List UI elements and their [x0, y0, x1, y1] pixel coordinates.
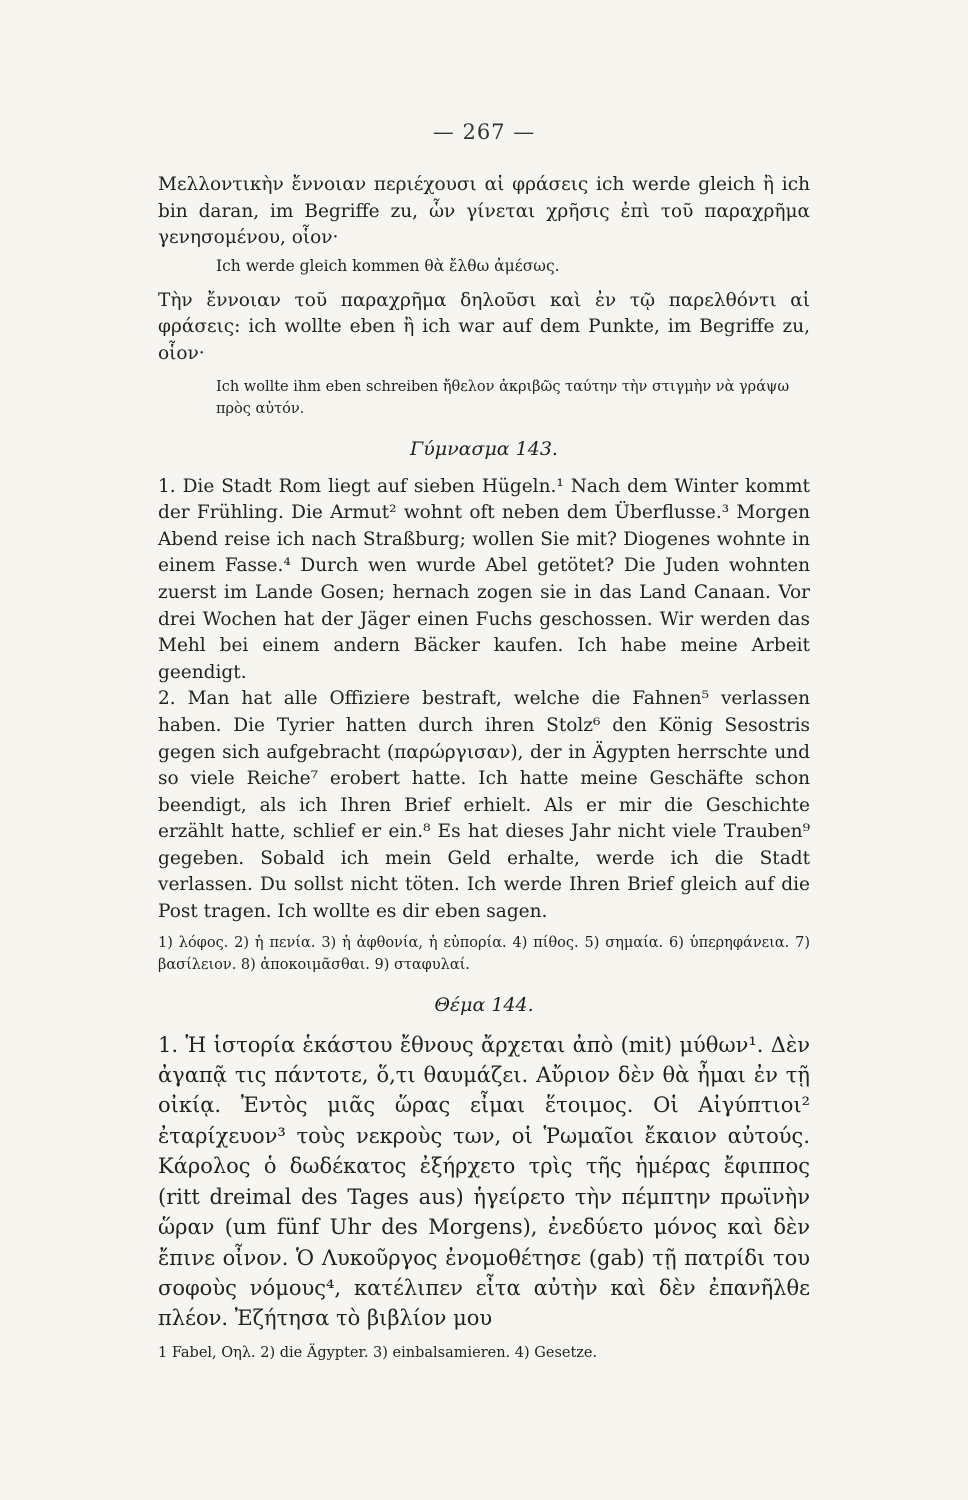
theme-144-footnotes: 1 Fabel, Οηλ. 2) die Ägypter. 3) einbalsamieren. 4) Gesetze.: [158, 1344, 598, 1361]
exercise-143: [158, 438, 810, 976]
exercise-143-heading: Γύμνασμα 143.: [410, 437, 558, 460]
intro-section: [158, 172, 810, 420]
exercise-143-paragraph-2: 2. Man hat alle Offiziere bestraft, welche die Fahnen⁵ verlassen haben. Die Tyrier hatten durch ihren Stolz⁶ den König Sesostris gegen sich aufgebracht (παρώργισαν), der in Ägypten herrschte und so viele Reiche⁷ erobert hatte. Ich hatte meine Geschäfte schon beendigt, als ich Ihren Brief erhielt. Als er mir die Geschichte erzählt hatte, schlief er ein.⁸ Es hat dieses Jahr nicht viele Trauben⁹ gegeben. Sobald ich mein Geld erhalte, werde ich die Stadt verlassen. Du sollst nicht töten. Ich werde Ihren Brief gleich auf die Post tragen. Ich wollte es dir eben sagen.: [158, 688, 810, 923]
exercise-143-paragraph-1: 1. Die Stadt Rom liegt auf sieben Hügeln.¹ Nach dem Winter kommt der Frühling. Die Armut² wohnt oft neben dem Überflusse.³ Morgen Abend reise ich nach Straßburg; wollen Sie mit? Diogenes wohnte in einem Fasse.⁴ Durch wen wurde Abel getötet? Die Juden wohnten zuerst im Lande Gosen; hernach zogen sie in das Land Canaan. Vor drei Wochen hat der Jäger einen Fuchs geschossen. Wir werden das Mehl bei einem andern Bäcker kaufen. Ich habe meine Arbeit geendigt.: [158, 475, 810, 683]
intro-paragraph-1: Μελλοντικὴν ἔννοιαν περιέχουσι αἱ φράσεις ich werde gleich ἢ ich bin daran, im Begriffe zu, ὧν γίνεται χρῆσις ἐπὶ τοῦ παραχρῆμα γενησομένου, οἷον·: [158, 174, 810, 249]
intro-example-2: Ich wollte ihm eben schreiben ἤθελον ἀκριβῶς ταύτην τὴν στιγμὴν νὰ γράψω πρὸς αὐτόν.: [216, 378, 790, 417]
intro-example-1: Ich werde gleich kommen θὰ ἔλθω ἀμέσως.: [216, 256, 560, 275]
exercise-143-footnotes: 1) λόφος. 2) ἡ πενία. 3) ἡ ἀφθονία, ἡ εὐπορία. 4) πίθος. 5) σημαία. 6) ὑπερηφάνεια. 7) βασίλειον. 8) ἀποκοιμᾶσθαι. 9) σταφυλαί.: [158, 934, 810, 973]
page-number: — 267 —: [432, 120, 536, 144]
intro-paragraph-2: Τὴν ἔννοιαν τοῦ παραχρῆμα δηλοῦσι καὶ ἐν τῷ παρελθόντι αἱ φράσεις: ich wollte eben ἢ ich war auf dem Punkte, im Begriffe zu, οἷον·: [158, 289, 810, 364]
theme-144-heading: Θέμα 144.: [434, 993, 534, 1016]
theme-144: [158, 994, 810, 1364]
theme-144-paragraph-1: 1. Ἡ ἱστορία ἑκάστου ἔθνους ἄρχεται ἀπὸ (mit) μύθων¹. Δὲν ἀγαπᾷ τις πάντοτε, ὅ,τι θαυμάζει. Αὔριον δὲν θὰ ἦμαι ἐν τῇ οἰκίᾳ. Ἐντὸς μιᾶς ὥρας εἶμαι ἕτοιμος. Οἱ Αἰγύπτιοι² ἐταρίχευον³ τοὺς νεκροὺς των, οἱ Ῥωμαῖοι ἔκαιον αὐτούς. Κάρολος ὁ δωδέκατος ἐξήρχετο τρὶς τῆς ἡμέρας ἔφιππος (ritt dreimal des Tages aus) ἡγείρετο τὴν πέμπτην πρωϊνὴν ὥραν (um fünf Uhr des Morgens), ἐνεδύετο μόνος καὶ δὲν ἔπινε οἶνον. Ὁ Λυκοῦργος ἐνομοθέτησε (gab) τῇ πατρίδι του σοφοὺς νόμους⁴, κατέλιπεν εἶτα αὐτὴν καὶ δὲν ἐπανῆλθε πλέον. Ἐζήτησα τὸ βιβλίον μου: [158, 1032, 810, 1331]
